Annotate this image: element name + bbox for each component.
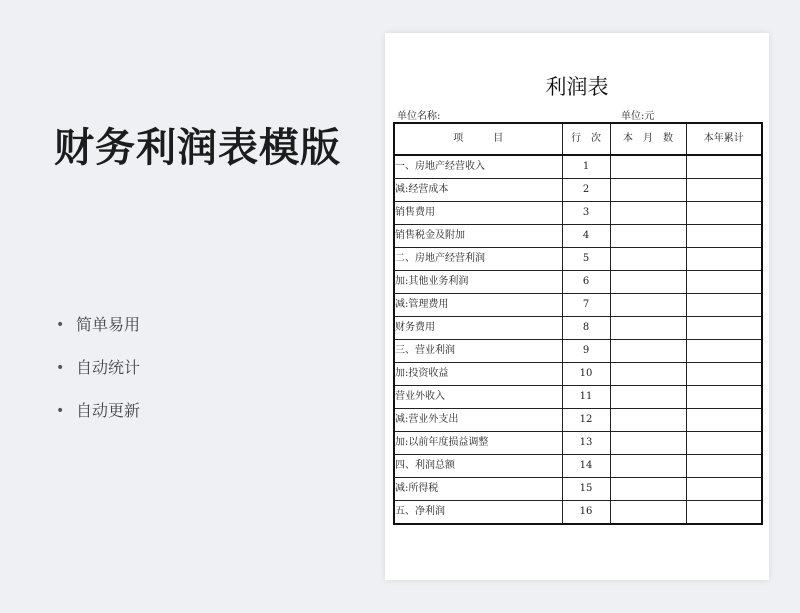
current-month-cell[interactable] (610, 294, 686, 317)
row-item-label: 财务费用 (394, 317, 562, 340)
current-month-cell[interactable] (610, 455, 686, 478)
current-month-cell[interactable] (610, 409, 686, 432)
row-number: 16 (562, 501, 610, 525)
bullet-icon: • (56, 317, 65, 333)
current-month-cell[interactable] (610, 317, 686, 340)
header-item: 项 目 (394, 123, 562, 155)
year-to-date-cell[interactable] (686, 478, 762, 501)
row-item-label: 销售税金及附加 (394, 225, 562, 248)
row-item-label: 减:经营成本 (394, 179, 562, 202)
row-number: 9 (562, 340, 610, 363)
feature-item (56, 398, 140, 441)
row-item-label: 营业外收入 (394, 386, 562, 409)
row-item-label: 加:其他业务利润 (394, 271, 562, 294)
row-number: 2 (562, 179, 610, 202)
table-row (394, 271, 762, 294)
table-row (394, 202, 762, 225)
feature-text: 自动统计 (76, 358, 141, 377)
year-to-date-cell[interactable] (686, 501, 762, 525)
year-to-date-cell[interactable] (686, 455, 762, 478)
year-to-date-cell[interactable] (686, 363, 762, 386)
table-row (394, 432, 762, 455)
row-number: 12 (562, 409, 610, 432)
row-item-label: 加:投资收益 (394, 363, 562, 386)
row-number: 13 (562, 432, 610, 455)
current-month-cell[interactable] (610, 202, 686, 225)
row-number: 7 (562, 294, 610, 317)
income-statement-table (393, 122, 763, 525)
year-to-date-cell[interactable] (686, 432, 762, 455)
year-to-date-cell[interactable] (686, 179, 762, 202)
table-row (394, 340, 762, 363)
table-row (394, 294, 762, 317)
row-item-label: 减:所得税 (394, 478, 562, 501)
row-number: 11 (562, 386, 610, 409)
row-number: 4 (562, 225, 610, 248)
current-month-cell[interactable] (610, 432, 686, 455)
year-to-date-cell[interactable] (686, 225, 762, 248)
table-row (394, 317, 762, 340)
current-month-cell[interactable] (610, 248, 686, 271)
feature-text: 自动更新 (76, 401, 141, 420)
current-month-cell[interactable] (610, 478, 686, 501)
table-row (394, 455, 762, 478)
row-number: 5 (562, 248, 610, 271)
row-item-label: 三、营业利润 (394, 340, 562, 363)
page-title: 财务利润表模版 (54, 125, 341, 171)
header-current-month: 本 月 数 (610, 123, 686, 155)
row-item-label: 二、房地产经营利润 (394, 248, 562, 271)
table-row (394, 386, 762, 409)
row-item-label: 销售费用 (394, 202, 562, 225)
row-number: 14 (562, 455, 610, 478)
table-row (394, 409, 762, 432)
table-row (394, 179, 762, 202)
row-number: 3 (562, 202, 610, 225)
year-to-date-cell[interactable] (686, 248, 762, 271)
row-item-label: 加:以前年度损益调整 (394, 432, 562, 455)
current-month-cell[interactable] (610, 386, 686, 409)
feature-item (56, 312, 140, 355)
feature-item (56, 355, 140, 398)
table-row (394, 363, 762, 386)
current-month-cell[interactable] (610, 179, 686, 202)
table-row (394, 478, 762, 501)
current-month-cell[interactable] (610, 363, 686, 386)
table-row (394, 248, 762, 271)
current-month-cell[interactable] (610, 340, 686, 363)
current-month-cell[interactable] (610, 271, 686, 294)
current-month-cell[interactable] (610, 155, 686, 179)
year-to-date-cell[interactable] (686, 202, 762, 225)
feature-list (56, 312, 140, 441)
year-to-date-cell[interactable] (686, 271, 762, 294)
feature-text: 简单易用 (76, 315, 141, 334)
year-to-date-cell[interactable] (686, 317, 762, 340)
table-row (394, 225, 762, 248)
table-row (394, 155, 762, 179)
bullet-icon: • (56, 403, 65, 419)
year-to-date-cell[interactable] (686, 155, 762, 179)
sheet-title: 利润表 (545, 75, 609, 99)
row-number: 15 (562, 478, 610, 501)
year-to-date-cell[interactable] (686, 340, 762, 363)
header-year-to-date: 本年累计 (686, 123, 762, 155)
row-item-label: 减:营业外支出 (394, 409, 562, 432)
row-number: 8 (562, 317, 610, 340)
current-month-cell[interactable] (610, 501, 686, 525)
row-item-label: 一、房地产经营收入 (394, 155, 562, 179)
currency-unit-label: 单位:元 (621, 111, 655, 122)
unit-name-label: 单位名称: (397, 111, 441, 122)
table-body (394, 155, 762, 524)
current-month-cell[interactable] (610, 225, 686, 248)
year-to-date-cell[interactable] (686, 409, 762, 432)
header-row-number: 行 次 (562, 123, 610, 155)
row-number: 6 (562, 271, 610, 294)
bullet-icon: • (56, 360, 65, 376)
row-number: 10 (562, 363, 610, 386)
row-item-label: 四、利润总额 (394, 455, 562, 478)
row-item-label: 减:管理费用 (394, 294, 562, 317)
table-row (394, 501, 762, 525)
year-to-date-cell[interactable] (686, 294, 762, 317)
table-header-row (394, 123, 762, 155)
row-item-label: 五、净利润 (394, 501, 562, 525)
income-statement-sheet (385, 33, 769, 580)
year-to-date-cell[interactable] (686, 386, 762, 409)
row-number: 1 (562, 155, 610, 179)
